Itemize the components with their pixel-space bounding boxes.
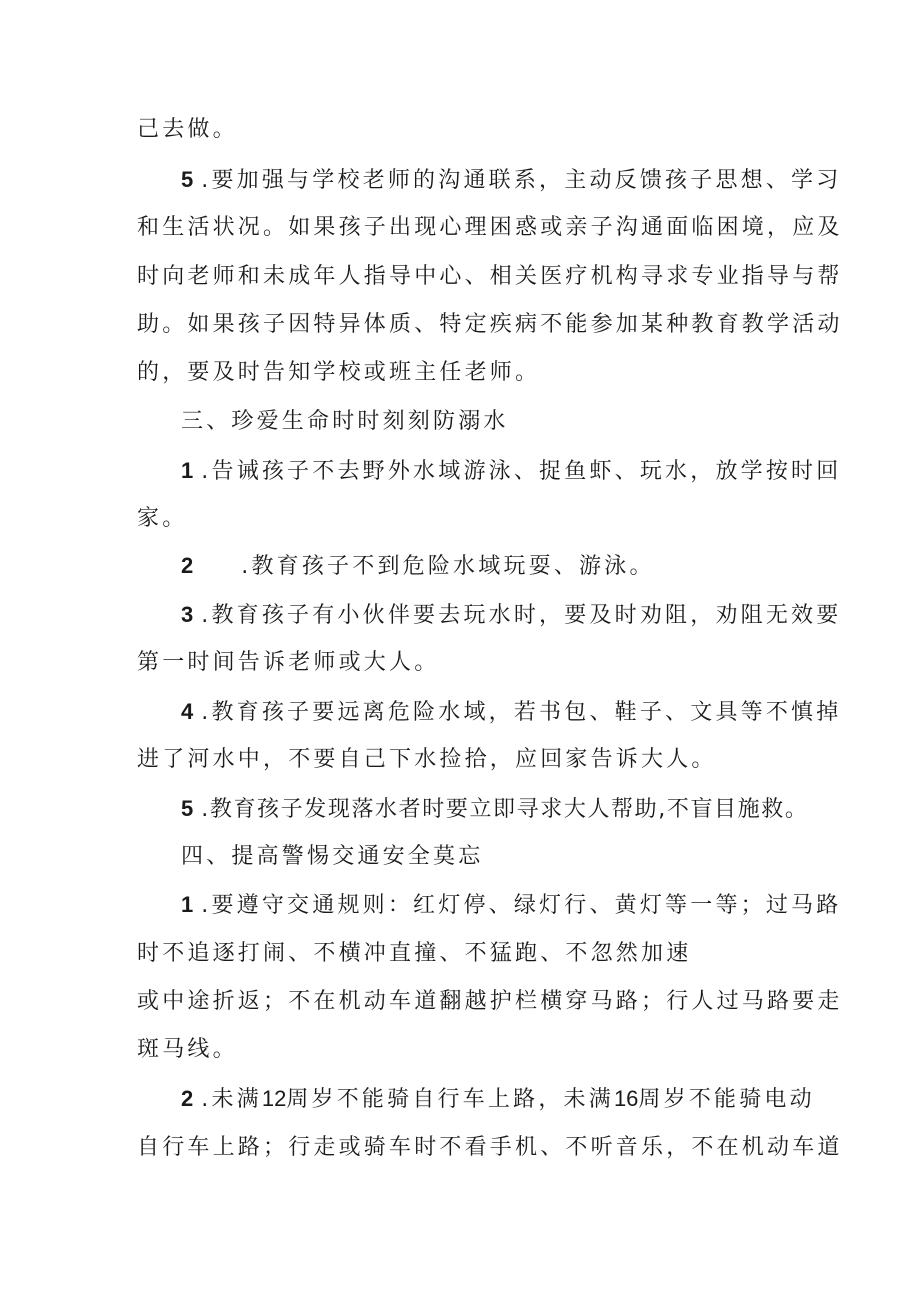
item-number: 5 (181, 796, 194, 821)
item-number: 1 (181, 458, 194, 483)
age-number: 12 (261, 1086, 287, 1111)
text-line (137, 936, 807, 972)
line-text: .要加强与学校老师的沟通联系，主动反馈孩子思想、学习 (201, 168, 842, 193)
text-line (137, 210, 843, 246)
line-text: 家。 (137, 506, 188, 531)
item-number: 2 (181, 553, 194, 578)
line-text: 己去做。 (137, 117, 238, 142)
text-line (137, 259, 843, 295)
line-text: .教育孩子不到危险水域玩耍、游泳。 (241, 554, 655, 579)
line-text: 进了河水中，不要自己下水捡拾，应回家告诉大人。 (137, 747, 717, 772)
line-text: 周岁不能骑自行车上路，未满 (286, 1087, 614, 1112)
text-line (137, 1130, 843, 1166)
text-line (137, 645, 807, 681)
item-number: 3 (181, 602, 194, 627)
line-text: 第一时间告诉老师或大人。 (137, 650, 440, 675)
text-line (137, 355, 807, 391)
text-line (137, 501, 807, 537)
line-text: .教育孩子有小伙伴要去玩水时，要及时劝阻，劝阻无效要 (201, 603, 842, 628)
text-line (137, 307, 843, 343)
line-text: .教育孩子要远离危险水域，若书包、鞋子、文具等不慎掉 (201, 700, 842, 725)
list-item (181, 1081, 815, 1117)
list-item (181, 791, 807, 827)
list-item (181, 162, 842, 198)
item-number: 5 (181, 167, 194, 192)
line-text: .教育孩子发现落水者时要立即寻求大人帮助,不盲目施救。 (201, 797, 809, 822)
line-text: 或中途折返；不在机动车道翻越护栏横穿马路；行人过马路要走 (137, 989, 843, 1014)
line-text: 自行车上路；行走或骑车时不看手机、不听音乐，不在机动车道 (137, 1135, 843, 1160)
line-text: 助。如果孩子因特异体质、特定疾病不能参加某种教育教学活动 (137, 312, 843, 337)
text-line (137, 1032, 807, 1068)
section-heading (181, 839, 807, 875)
list-item (181, 694, 842, 730)
item-number: 2 (181, 1086, 194, 1111)
line-text: .未满 (201, 1087, 262, 1112)
line-text: 周岁不能骑电动 (638, 1087, 815, 1112)
line-text: 和生活状况。如果孩子出现心理困惑或亲子沟通面临困境，应及 (137, 215, 843, 240)
list-item (181, 887, 842, 923)
item-number: 1 (181, 892, 194, 917)
line-text: 时向老师和未成年人指导中心、相关医疗机构寻求专业指导与帮 (137, 264, 843, 289)
text-line (137, 984, 843, 1020)
text-line (137, 112, 807, 148)
line-text: 斑马线。 (137, 1037, 238, 1062)
list-item (181, 548, 807, 584)
line-text: 时不追逐打闹、不横冲直撞、不猛跑、不忽然加速 (137, 941, 692, 966)
heading-text: 三、珍爱生命时时刻刻防溺水 (181, 409, 509, 434)
list-item (181, 453, 842, 489)
list-item (181, 597, 842, 633)
line-text: 的，要及时告知学校或班主任老师。 (137, 360, 541, 385)
line-text: .要遵守交通规则：红灯停、绿灯行、黄灯等一等；过马路 (201, 893, 842, 918)
text-line (137, 742, 807, 778)
heading-text: 四、提高警惕交通安全莫忘 (181, 844, 484, 869)
age-number: 16 (613, 1086, 639, 1111)
line-text: .告诫孩子不去野外水域游泳、捉鱼虾、玩水，放学按时回 (201, 459, 842, 484)
item-number: 4 (181, 699, 194, 724)
section-heading (181, 404, 807, 440)
